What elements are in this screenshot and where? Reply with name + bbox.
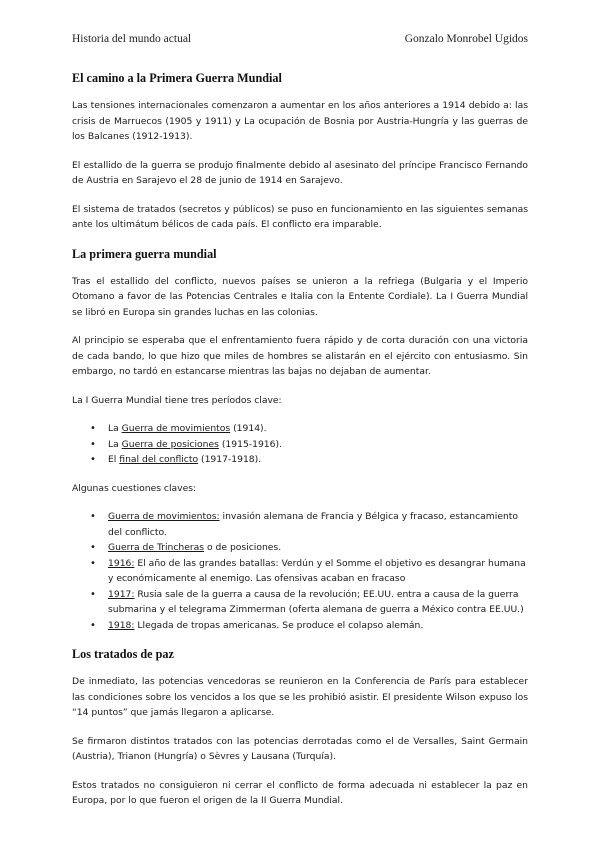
key-link[interactable]: Guerra de Trincheras <box>108 542 205 553</box>
period-link[interactable]: Guerra de movimientos <box>121 423 231 434</box>
section-title-primera-guerra: La primera guerra mundial <box>72 246 217 261</box>
list-item: • Guerra de movimientos: invasión alemana de Francia y Bélgica y fracaso, estancamiento del conflicto. <box>108 509 528 540</box>
key-link[interactable]: 1917: <box>108 588 135 600</box>
document-body <box>72 70 528 822</box>
section-title-tratados: Los tratados de paz <box>72 647 174 661</box>
key-questions-list <box>72 509 528 633</box>
list-item: • La Guerra de posiciones (1915-1916). <box>108 437 528 453</box>
key-link[interactable]: 1916: <box>108 557 135 569</box>
paragraph: El sistema de tratados (secretos y públicos) se puso en funcionamiento en las siguientes semanas ante los ultimátum bélicos de cada país. El conflicto era imparable. <box>72 203 528 230</box>
page-header <box>72 33 528 49</box>
paragraph: Estos tratados no consiguieron ni cerrar el conflicto de forma adecuada ni establecer la paz en Europa, por lo que fueron el origen de la II Guerra Mundial. <box>72 779 528 806</box>
header-author: Gonzalo Monrobel Ugidos <box>404 33 528 45</box>
list-item: • Guerra de Trincheras o de posiciones. <box>108 540 528 556</box>
list-item: • 1917: Rusia sale de la guerra a causa de la revolución; EE.UU. entra a causa de la guerra submarina y el telegrama Zimmerman (oferta alemana de guerra a México contra EE.UU.) <box>108 587 528 618</box>
paragraph: La I Guerra Mundial tiene tres períodos clave: <box>72 394 282 406</box>
period-link[interactable]: final del conflicto <box>119 454 199 465</box>
header-subject: Historia del mundo actual <box>72 33 192 45</box>
paragraph: Algunas cuestiones claves: <box>72 482 197 494</box>
paragraph: Tras el estallido del conflicto, nuevos países se unieron a la refriega (Bulgaria y el Imperio Otomano a favor de las Potencias Centrales e Italia con la Entente Cordiale). La I Guerra Mundial se libró en Europa sin grandes luchas en las colonias. <box>72 275 528 318</box>
paragraph: Las tensiones internacionales comenzaron a aumentar en los años anteriores a 1914 debido a: las crisis de Marruecos (1905 y 1911) y La ocupación de Bosnia por Austria-Hungría y las guerras de los Balcanes (1912-1913). <box>72 100 528 142</box>
key-link[interactable]: 1918: <box>108 619 135 631</box>
periods-list <box>72 421 528 468</box>
list-item: • La Guerra de movimientos (1914). <box>108 421 528 437</box>
paragraph: De inmediato, las potencias vencedoras se reunieron en la Conferencia de París para establecer las condiciones sobre los vencidos a los que se les prohibió asistir. El presidente Wilson expuso los “14 puntos” que jamás llegaron a aplicarse. <box>72 676 528 718</box>
period-link[interactable]: Guerra de posiciones <box>121 438 219 450</box>
paragraph: Al principio se esperaba que el enfrentamiento fuera rápido y de corta duración con una victoria de cada bando, lo que hizo que miles de hombres se alistarán en el ejército con entusiasmo. Sin embargo, no tardó en estancarse mientras las bajas no dejaban de aumentar. <box>72 335 528 377</box>
section-title-camino: El camino a la Primera Guerra Mundial <box>72 71 282 85</box>
key-link[interactable]: Guerra de movimientos: <box>108 511 220 522</box>
list-item: • 1918: Llegada de tropas americanas. Se produce el colapso alemán. <box>108 618 528 634</box>
list-item: • 1916: El año de las grandes batallas: Verdún y el Somme el objetivo es desangrar humana y económicamente al enemigo. Las ofensivas acaban en fracaso <box>108 556 528 587</box>
paragraph: El estallido de la guerra se produjo finalmente debido al asesinato del príncipe Francisco Fernando de Austria en Sarajevo el 28 de junio de 1914 en Sarajevo. <box>72 159 528 186</box>
list-item: • El final del conflicto (1917-1918). <box>108 452 528 468</box>
paragraph: Se firmaron distintos tratados con las potencias derrotadas como el de Versalles, Saint Germain (Austria), Trianon (Hungría) o Sèvres y Lausana (Turquía). <box>72 735 528 762</box>
